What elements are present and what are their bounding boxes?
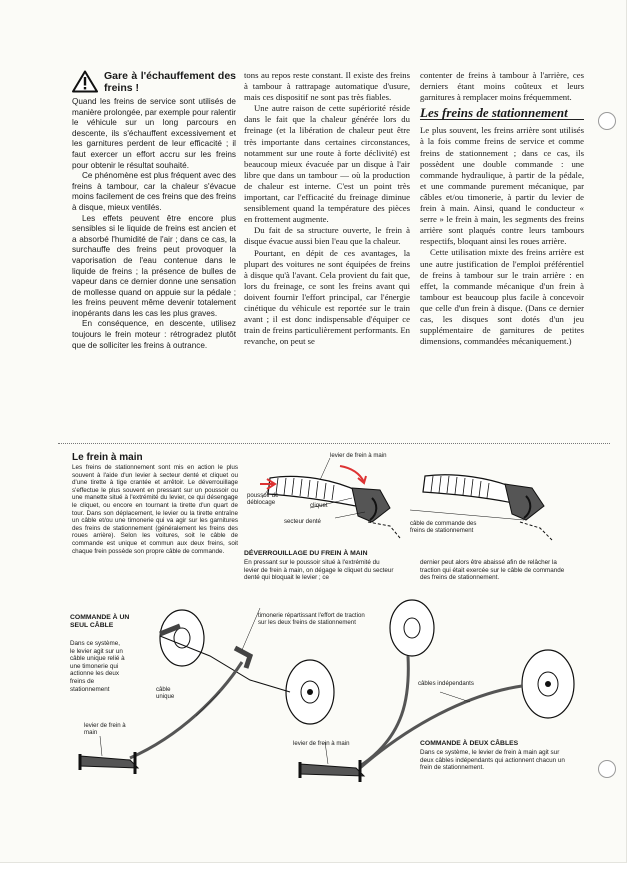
handbrake-title: Le frein à main — [72, 452, 143, 463]
warning-paragraph: En conséquence, en descente, utilisez toujours le frein moteur : rétrogradez plutôt que de solliciter les freins à outrance. — [72, 319, 236, 350]
binder-hole-bottom — [598, 760, 616, 778]
warning-paragraph: Ce phénomène est plus fréquent avec des freins à tambour, car la chaleur s'évacue moins facilement de ces freins que des freins à disque, mieux ventilés. — [72, 171, 236, 212]
single-cable-title: COMMANDE À UN SEUL CÂBLE — [70, 614, 130, 629]
label-toothed-sector: secteur denté — [284, 518, 321, 525]
unlock-caption-left: En pressant sur le poussoir situé à l'extrémité du levier de frein à main, on dégage le cliquet du secteur denté qui bloquait le levier ; ce — [244, 559, 394, 582]
body-paragraph: Une autre raison de cette supériorité réside dans le fait que la chaleur générée lors du freinage (et la libération de chaleur peut être très importante dans certaines circonstances, notamment sur une route à forte déclivité) est beaucoup mieux évacuée par un disque à l'air libre que dans un tambour — où la production de chaleur est interne. C'est un point très important, car l'efficacité du freinage diminue sensiblement quand la température des pièces en frottement augmente. — [244, 103, 410, 225]
label-linkage: timonerie répartissant l'effort de traction sur les deux freins de stationnement — [258, 612, 365, 626]
binder-hole-top — [598, 112, 616, 130]
section-divider — [58, 443, 610, 444]
warning-paragraph: Les effets peuvent être encore plus sensibles si le liquide de freins est ancien et a absorbé l'humidité de l'air ; dans ce cas, la surchauffe des freins peut provoquer la vaporisation de l'eau contenue dans le liquide de freins ; la présence de bulles de vapeur dans ce dernier donne une sensation de mollesse quand on appuie sur la pédale ; les freins peuvent même devenir totalement inopérants dans les cas les plus graves. — [72, 213, 236, 318]
body-column-2 — [244, 70, 410, 347]
handbrake-text: Les freins de stationnement sont mis en action le plus souvent à l'aide d'un levier à secteur denté et cliquet ou d'une tirette à tige crantée et arrêtoir. Le déverrouillage s'effectue le plus souvent en pressant sur un poussoir ou une manette situé à l'extrémité du levier, ce qui désengage le cliquet, ou encore en tournant la tirette d'un quart de tour. Dans son déplacement, le levier ou la tirette entraîne un câble et/ou une timonerie qui va agir sur les garnitures des freins de stationnement (généralement les freins des roues arrière). Selon les voitures, soit le câble de commande est unique et commun aux deux freins, soit chaque frein possède son propre câble de commande. — [72, 464, 238, 555]
label-handbrake-lever: levier de frein à main — [330, 452, 387, 459]
single-cable-text: Dans ce système, le levier agit sur un câble unique relié à une timonerie qui actionne les deux freins de stationnement — [70, 640, 125, 693]
body-paragraph: tons au repos reste constant. Il existe des freins à tambour à rattrapage automatique d'usure, mais ces dispositif ne sont pas très fiables. — [244, 70, 410, 103]
double-cable-title: COMMANDE À DEUX CÂBLES — [420, 740, 519, 747]
label-control-cable: câble de commande des freins de stationnement — [410, 520, 477, 534]
label-release-button: poussoir de déblocage — [247, 492, 279, 506]
label-independent-cables: câbles indépendants — [418, 680, 474, 687]
warning-header — [72, 70, 236, 94]
body-paragraph: Cette utilisation mixte des freins arrière est une autre justification de l'emploi préférentiel de freins à tambour sur le train arrière : en effet, la commande mécanique d'un frein à tambour est beaucoup plus facile à concevoir que celle d'un frein à disque. (Dans ce dernier cas, les disques sont dotés d'un jeu supplémentaire de garnitures de petites dimensions, commandées mécaniquement.) — [420, 247, 584, 347]
body-paragraph: Pourtant, en dépit de ces avantages, la plupart des voitures ne sont équipées de freins à disque qu'à l'avant. Cela provient du fait que, lors du freinage, ce sont les freins avant qui doivent fournir l'effort principal, car l'énergie cinétique du véhicule est reportée sur le train avant ; il est donc indispensable d'équiper ce train de freins particulièrement performants. En revanche, on peut se — [244, 247, 410, 347]
section-title: Les freins de stationnement — [420, 107, 584, 120]
label-pawl: cliquet — [310, 502, 328, 509]
body-paragraph: Le plus souvent, les freins arrière sont utilisés à la fois comme freins de service et comme freins de stationnement ; dans ce cas, ils possèdent une double commande : une commande hydraulique, à partir de la pédale, et une commande purement mécanique, par câbles et/ou timonerie, à partir du levier de frein à main. Ainsi, quand le conducteur « serre » le frein à main, les segments des freins arrière sont plaqués contre leurs tambours respectifs, bloquant ainsi les roues arrière. — [420, 125, 584, 247]
unlock-caption-right: dernier peut alors être abaissé afin de relâcher la traction qui était exercée sur le câble de commande des freins de stationnement. — [420, 559, 565, 582]
warning-paragraph: Quand les freins de service sont utilisés de manière prolongée, par exemple pour ralentir le véhicule sur un long parcours en descente, ils s'échauffent excessivement et les garnitures perdent de leur efficacité ; il faut exercer un effort accru sur les freins pour obtenir le résultat souhaité. — [72, 97, 236, 170]
body-column-3 — [420, 70, 584, 347]
label-lever-left: levier de frein à main — [84, 722, 126, 736]
warning-title: Gare à l'échauffement des freins ! — [104, 70, 236, 94]
label-single-cable: câble unique — [156, 686, 175, 700]
warning-column — [72, 70, 236, 351]
double-cable-text: Dans ce système, le levier de frein à main agit sur deux câbles indépendants qui actionnent chacun un frein de stationnement. — [420, 749, 565, 772]
body-paragraph: contenter de freins à tambour à l'arrière, ces derniers étant moins coûteux et leurs garnitures à remplacer moins fréquemment. — [420, 70, 584, 103]
label-lever-right: levier de frein à main — [293, 740, 350, 747]
unlock-caption-title: DÉVERROUILLAGE DU FREIN À MAIN — [244, 550, 368, 557]
body-paragraph: Du fait de sa structure ouverte, le frein à disque évacue aussi bien l'eau que la chaleur. — [244, 225, 410, 247]
warning-triangle-icon — [72, 70, 98, 93]
